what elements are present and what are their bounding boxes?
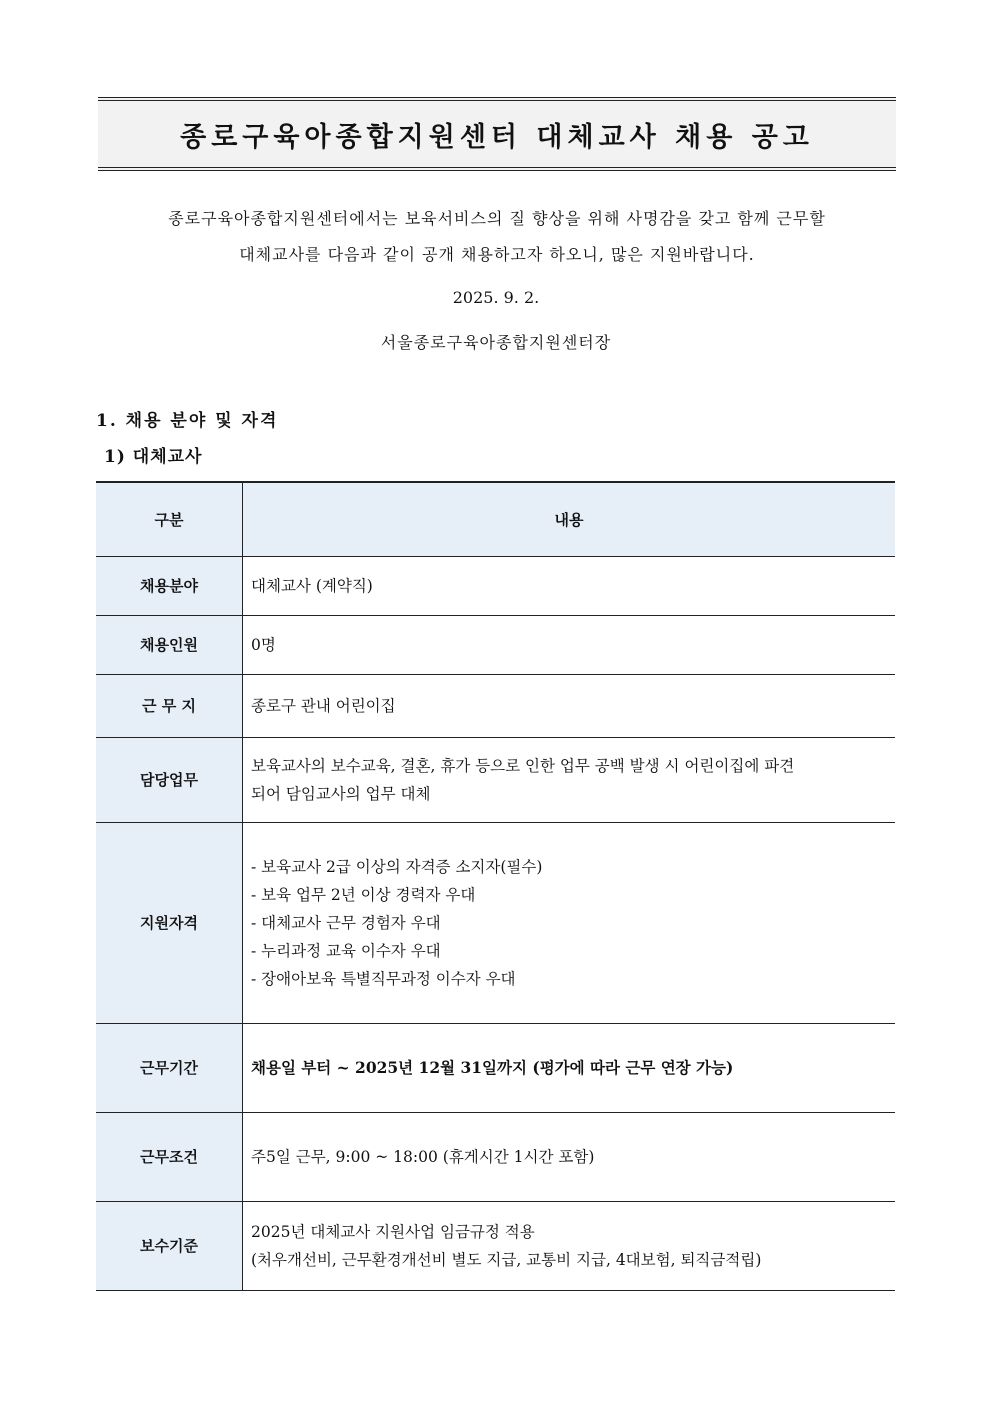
table-header-row [96,482,895,556]
duty-line-1: 보육교사의 보수교육, 결혼, 휴가 등으로 인한 업무 공백 발생 시 어린이집에 파견 [251,756,795,775]
intro-line-2: 대체교사를 다음과 같이 공개 채용하고자 하오니, 많은 지원바랍니다. [239,245,755,264]
subsection-title: 1) 대체교사 [104,447,203,467]
qualification-item: - 보육교사 2급 이상의 자격증 소지자(필수) [251,857,543,876]
row-value-period: 채용일 부터 ~ 2025년 12월 31일까지 (평가에 따라 근무 연장 가능) [243,1023,896,1112]
table-row [96,1112,895,1201]
duty-line-2: 되어 담임교사의 업무 대체 [251,784,431,803]
table-row [96,1201,895,1290]
intro-line-1: 종로구육아종합지원센터에서는 보육서비스의 질 향상을 위해 사명감을 갖고 함께 근무할 [168,209,826,228]
row-value-conditions: 주5일 근무, 9:00 ~ 18:00 (휴게시간 1시간 포함) [243,1112,896,1201]
table-row [96,822,895,1023]
table-row [96,1023,895,1112]
row-label-qualification: 지원자격 [96,822,243,1023]
table-row [96,615,895,674]
row-label-location: 근 무 지 [96,674,243,737]
row-label-period: 근무기간 [96,1023,243,1112]
page-title: 종로구육아종합지원센터 대체교사 채용 공고 [180,121,814,153]
row-label-duty: 담당업무 [96,737,243,822]
announcement-date: 2025. 9. 2. [452,288,540,307]
row-value-qualification [243,822,896,1023]
section-title: 1. 채용 분야 및 자격 [96,411,279,431]
row-value-field: 대체교사 (계약직) [243,556,896,615]
table-row [96,556,895,615]
recruitment-table [96,481,895,1291]
qualification-item: - 대체교사 근무 경험자 우대 [251,913,441,932]
row-value-count: 0명 [243,615,896,674]
qualification-item: - 장애아보육 특별직무과정 이수자 우대 [251,969,516,988]
header-content: 내용 [243,482,896,556]
row-value-location: 종로구 관내 어린이집 [243,674,896,737]
row-label-conditions: 근무조건 [96,1112,243,1201]
row-value-duty [243,737,896,822]
pay-line-1: 2025년 대체교사 지원사업 임금규정 적용 [251,1222,535,1241]
qualification-item: - 보육 업무 2년 이상 경력자 우대 [251,885,476,904]
row-value-pay [243,1201,896,1290]
qualification-item: - 누리과정 교육 이수자 우대 [251,941,441,960]
row-label-pay: 보수기준 [96,1201,243,1290]
signature: 서울종로구육아종합지원센터장 [380,333,612,352]
pay-line-2: (처우개선비, 근무환경개선비 별도 지급, 교통비 지급, 4대보험, 퇴직금적립) [251,1250,762,1269]
table-row [96,737,895,822]
row-label-field: 채용분야 [96,556,243,615]
header-label: 구분 [96,482,243,556]
row-label-count: 채용인원 [96,615,243,674]
table-row [96,674,895,737]
title-box [98,97,896,171]
